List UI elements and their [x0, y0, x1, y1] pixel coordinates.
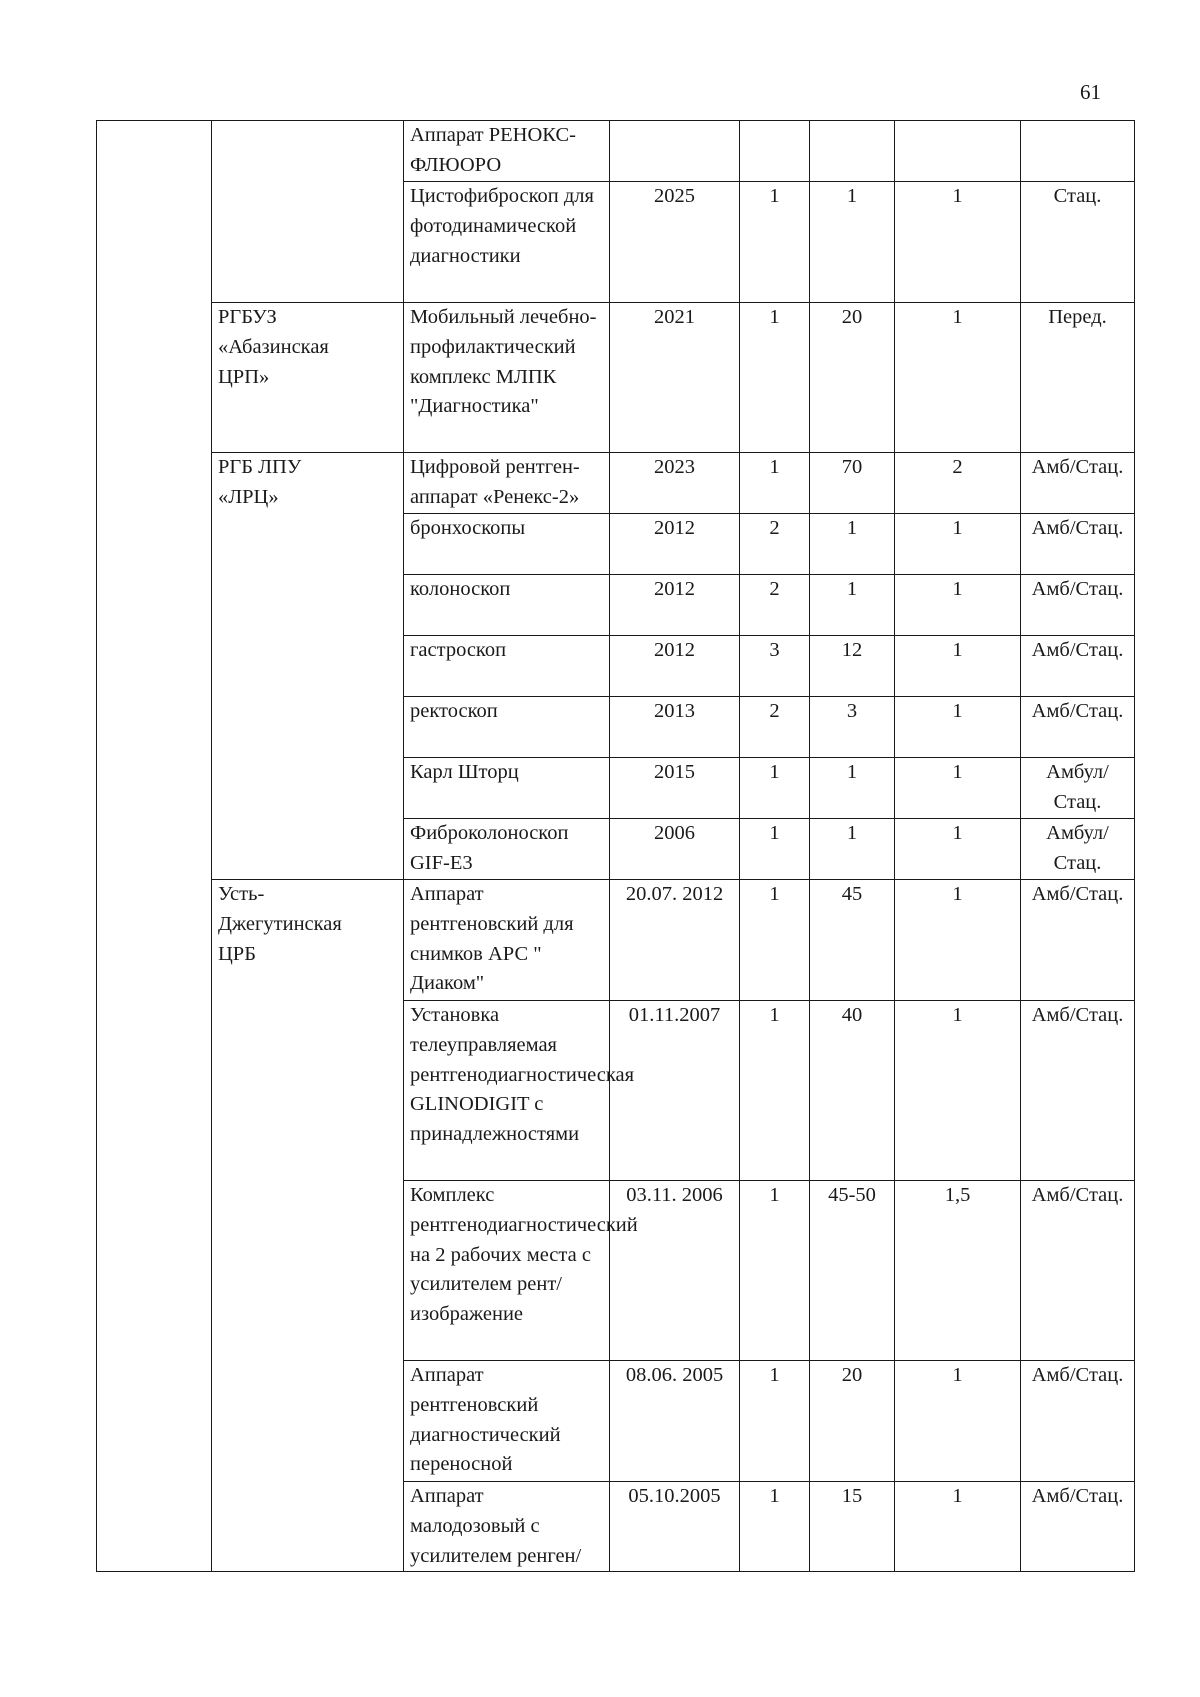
shift-cell: 1 [895, 575, 1021, 636]
load-cell: 15 [810, 1482, 895, 1572]
usage-type-cell: Амб/Стац. [1021, 1181, 1135, 1361]
load-cell: 3 [810, 697, 895, 758]
load-cell: 1 [810, 819, 895, 880]
shift-cell: 1 [895, 303, 1021, 453]
quantity-cell: 3 [740, 636, 810, 697]
org-line: ЦРБ [218, 942, 256, 965]
year-cell: 2013 [610, 697, 740, 758]
equipment-name: Карл Шторц [404, 758, 610, 819]
usage-type-cell: Амб/Стац. [1021, 1482, 1135, 1572]
quantity-cell: 1 [740, 182, 810, 303]
shift-cell: 1 [895, 1361, 1021, 1482]
year-cell: 2021 [610, 303, 740, 453]
usage-type-cell: Перед. [1021, 303, 1135, 453]
org-cell-lrc [212, 453, 404, 880]
org-line: РГБУЗ [218, 306, 277, 328]
shift-cell: 2 [895, 453, 1021, 514]
shift-cell [895, 121, 1021, 182]
equipment-name: Установка телеуправляемая рентгенодиагностическая GLINODIGIT с принадлежностями [404, 1001, 610, 1181]
year-cell: 2023 [610, 453, 740, 514]
load-cell: 20 [810, 1361, 895, 1482]
load-cell: 45 [810, 880, 895, 1001]
load-cell: 40 [810, 1001, 895, 1181]
usage-type-cell: Амб/Стац. [1021, 1001, 1135, 1181]
org-line: Усть- [218, 883, 265, 905]
table-row [97, 453, 1135, 514]
quantity-cell: 1 [740, 880, 810, 1001]
shift-cell: 1 [895, 636, 1021, 697]
equipment-name: Цистофиброскоп для фотодинамической диагностики [404, 182, 610, 303]
year-cell: 05.10.2005 [610, 1482, 740, 1572]
usage-type-cell [1021, 121, 1135, 182]
shift-cell: 1 [895, 697, 1021, 758]
usage-type-cell: Амб/Стац. [1021, 575, 1135, 636]
equipment-name: Фиброколоноскоп GIF-E3 [404, 819, 610, 880]
load-cell: 20 [810, 303, 895, 453]
equipment-name: колоноскоп [404, 575, 610, 636]
quantity-cell: 1 [740, 303, 810, 453]
equipment-name: ректоскоп [404, 697, 610, 758]
load-cell: 12 [810, 636, 895, 697]
equipment-name: Аппарат рентгеновский для снимков АРС " Диаком" [404, 880, 610, 1001]
quantity-cell: 1 [740, 758, 810, 819]
org-line: РГБ ЛПУ [218, 456, 302, 478]
equipment-name: бронхоскопы [404, 514, 610, 575]
shift-cell: 1 [895, 819, 1021, 880]
year-cell [610, 121, 740, 182]
shift-cell: 1 [895, 514, 1021, 575]
org-cell-ust [212, 880, 404, 1572]
quantity-cell: 2 [740, 697, 810, 758]
org-cell-abaza [212, 303, 404, 453]
load-cell: 1 [810, 514, 895, 575]
equipment-name: гастроскоп [404, 636, 610, 697]
year-cell: 2015 [610, 758, 740, 819]
quantity-cell: 1 [740, 453, 810, 514]
shift-cell: 1 [895, 1001, 1021, 1181]
shift-cell: 1 [895, 880, 1021, 1001]
org-line: «Абазинская [218, 335, 329, 358]
usage-type-cell: Амб/Стац. [1021, 1361, 1135, 1482]
index-cell [97, 121, 212, 1572]
shift-cell: 1 [895, 182, 1021, 303]
usage-type-cell: Амбул/Стац. [1021, 819, 1135, 880]
load-cell: 1 [810, 182, 895, 303]
usage-type-cell: Амб/Стац. [1021, 514, 1135, 575]
usage-type-cell: Амб/Стац. [1021, 880, 1135, 1001]
usage-type-cell: Амб/Стац. [1021, 697, 1135, 758]
shift-cell: 1 [895, 758, 1021, 819]
equipment-name: Мобильный лечебно-профилактический комплекс МЛПК "Диагностика" [404, 303, 610, 453]
equipment-table [96, 120, 1135, 1572]
usage-type-cell: Амб/Стац. [1021, 453, 1135, 514]
quantity-cell: 2 [740, 514, 810, 575]
page-number: 61 [1080, 80, 1101, 104]
quantity-cell: 1 [740, 1482, 810, 1572]
quantity-cell: 1 [740, 819, 810, 880]
equipment-name: Комплекс рентгенодиагностический на 2 рабочих места с усилителем рент/изображение [404, 1181, 610, 1361]
equipment-name: Аппарат рентгеновский диагностический переносной [404, 1361, 610, 1482]
org-line: ЦРП» [218, 365, 270, 388]
load-cell [810, 121, 895, 182]
org-cell-empty [212, 121, 404, 303]
year-cell: 01.11.2007 [610, 1001, 740, 1181]
load-cell: 1 [810, 575, 895, 636]
quantity-cell: 1 [740, 1361, 810, 1482]
year-cell: 2025 [610, 182, 740, 303]
quantity-cell: 1 [740, 1181, 810, 1361]
usage-type-cell: Стац. [1021, 182, 1135, 303]
load-cell: 45-50 [810, 1181, 895, 1361]
equipment-name: Аппарат РЕНОКС-ФЛЮОРО [404, 121, 610, 182]
year-cell: 2006 [610, 819, 740, 880]
year-cell: 2012 [610, 575, 740, 636]
load-cell: 70 [810, 453, 895, 514]
load-cell: 1 [810, 758, 895, 819]
equipment-name: Цифровой рентген-аппарат «Ренекс-2» [404, 453, 610, 514]
table-row [97, 303, 1135, 453]
table-row [97, 880, 1135, 1001]
year-cell: 03.11. 2006 [610, 1181, 740, 1361]
year-cell: 2012 [610, 636, 740, 697]
usage-type-cell: Амб/Стац. [1021, 636, 1135, 697]
year-cell: 08.06. 2005 [610, 1361, 740, 1482]
year-cell: 20.07. 2012 [610, 880, 740, 1001]
usage-type-cell: Амбул/Стац. [1021, 758, 1135, 819]
quantity-cell: 1 [740, 1001, 810, 1181]
org-line: «ЛРЦ» [218, 485, 279, 508]
quantity-cell [740, 121, 810, 182]
shift-cell: 1 [895, 1482, 1021, 1572]
shift-cell: 1,5 [895, 1181, 1021, 1361]
quantity-cell: 2 [740, 575, 810, 636]
year-cell: 2012 [610, 514, 740, 575]
table-row [97, 121, 1135, 182]
org-line: Джегутинская [218, 912, 342, 935]
equipment-name: Аппарат малодозовый с усилителем ренген/ [404, 1482, 610, 1572]
